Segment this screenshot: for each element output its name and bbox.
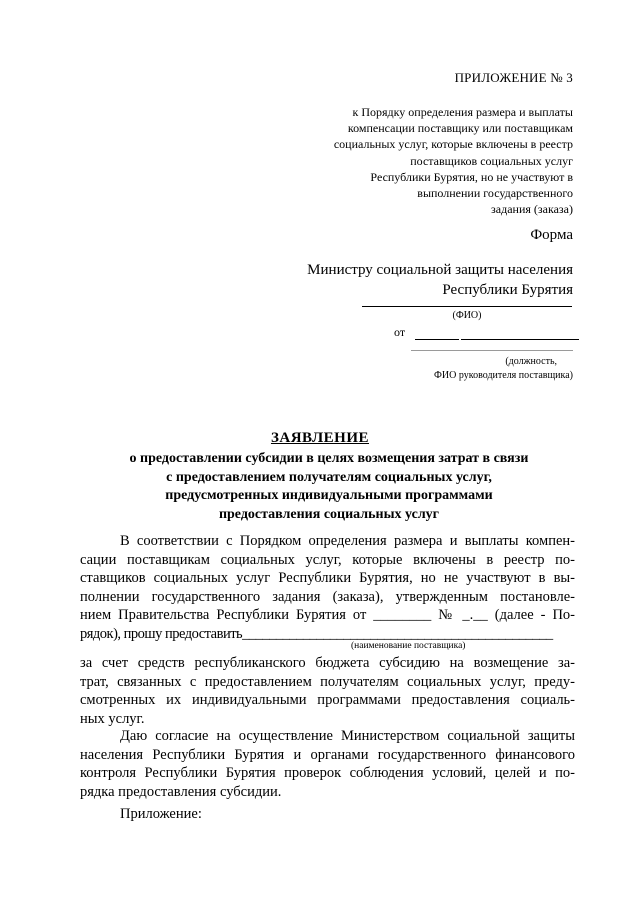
position-caption-line: ФИО руководителя поставщика) xyxy=(434,370,573,381)
appendix-reference xyxy=(273,104,573,217)
from-blank-long xyxy=(461,328,579,340)
addressee-line: Министру социальной защиты населения xyxy=(307,262,573,278)
supplier-name-caption: (наименование поставщика) xyxy=(351,641,466,651)
paragraph-line: сации поставщикам социальных услуг, которые включены в реестр по- xyxy=(80,551,575,568)
position-caption xyxy=(373,355,573,383)
paragraph-consent xyxy=(80,727,575,801)
paragraph-line: рядка предоставления субсидии. xyxy=(80,783,282,800)
subtitle-line: о предоставлении субсидии в целях возмещения затрат в связи xyxy=(129,451,529,466)
attachment-label: Приложение: xyxy=(120,806,202,822)
paragraph-line: трат, связанных с предоставлением получателям социальных услуг, преду- xyxy=(80,673,575,690)
appendix-reference-line: к Порядку определения размера и выплаты xyxy=(352,105,573,119)
from-blank-short xyxy=(415,328,459,340)
position-blank-line xyxy=(411,350,573,351)
document-subtitle xyxy=(80,450,578,524)
appendix-reference-line: социальных услуг, которые включены в реестр xyxy=(333,137,573,152)
document-title: ЗАЯВЛЕНИЕ xyxy=(270,430,370,446)
subtitle-line: предоставления социальных услуг xyxy=(218,506,440,522)
paragraph-line: ставщиков социальных услуг Республики Бурятия, но не участвуют в вы- xyxy=(80,570,575,587)
paragraph-line: рядок), прошу предоставить______________________________________________ xyxy=(80,625,553,642)
position-caption-line: (должность, xyxy=(505,356,557,367)
paragraph-request xyxy=(80,532,575,644)
appendix-reference-line: компенсации поставщику или поставщикам xyxy=(347,121,573,136)
paragraph-line: населения Республики Бурятия и органами государственного финансового xyxy=(80,746,575,763)
paragraph-line: Даю согласие на осуществление Министерством социальной защиты xyxy=(120,728,575,744)
appendix-number: ПРИЛОЖЕНИЕ № 3 xyxy=(454,70,573,85)
paragraph-funding xyxy=(80,654,575,728)
addressee-block xyxy=(253,260,573,300)
paragraph-line: нием Правительства Республики Бурятия от ________ № _.__ (далее - По- xyxy=(80,607,575,624)
form-label: Форма xyxy=(530,227,573,243)
paragraph-line: за счет средств республиканского бюджета субсидию на возмещение за- xyxy=(80,655,575,671)
appendix-reference-line: поставщиков социальных услуг xyxy=(410,153,573,168)
subtitle-line: предусмотренных индивидуальными программами xyxy=(165,488,493,503)
paragraph-line: смотренных их индивидуальными программами предоставления социаль- xyxy=(80,692,575,709)
fio-blank-line xyxy=(362,306,572,307)
appendix-reference-line: Республики Бурятия, но не участвуют в xyxy=(370,169,573,184)
subtitle-line: с предоставлением получателям социальных услуг, xyxy=(166,469,492,485)
appendix-reference-line: задания (заказа) xyxy=(491,202,573,217)
addressee-line: Республики Бурятия xyxy=(442,282,573,298)
from-label: от xyxy=(394,325,406,339)
fio-caption: (ФИО) xyxy=(452,310,482,321)
paragraph-line: полнении государственного задания (заказа), утвержденным постановле- xyxy=(80,588,575,605)
from-row xyxy=(394,325,579,340)
paragraph-line: контроля Республики Бурятия проверок соблюдения условий, целей и по- xyxy=(80,765,575,782)
paragraph-line: ных услуг. xyxy=(80,710,145,727)
appendix-reference-line: выполнении государственного xyxy=(417,186,573,201)
paragraph-line: В соответствии с Порядком определения размера и выплаты компен- xyxy=(120,533,575,549)
